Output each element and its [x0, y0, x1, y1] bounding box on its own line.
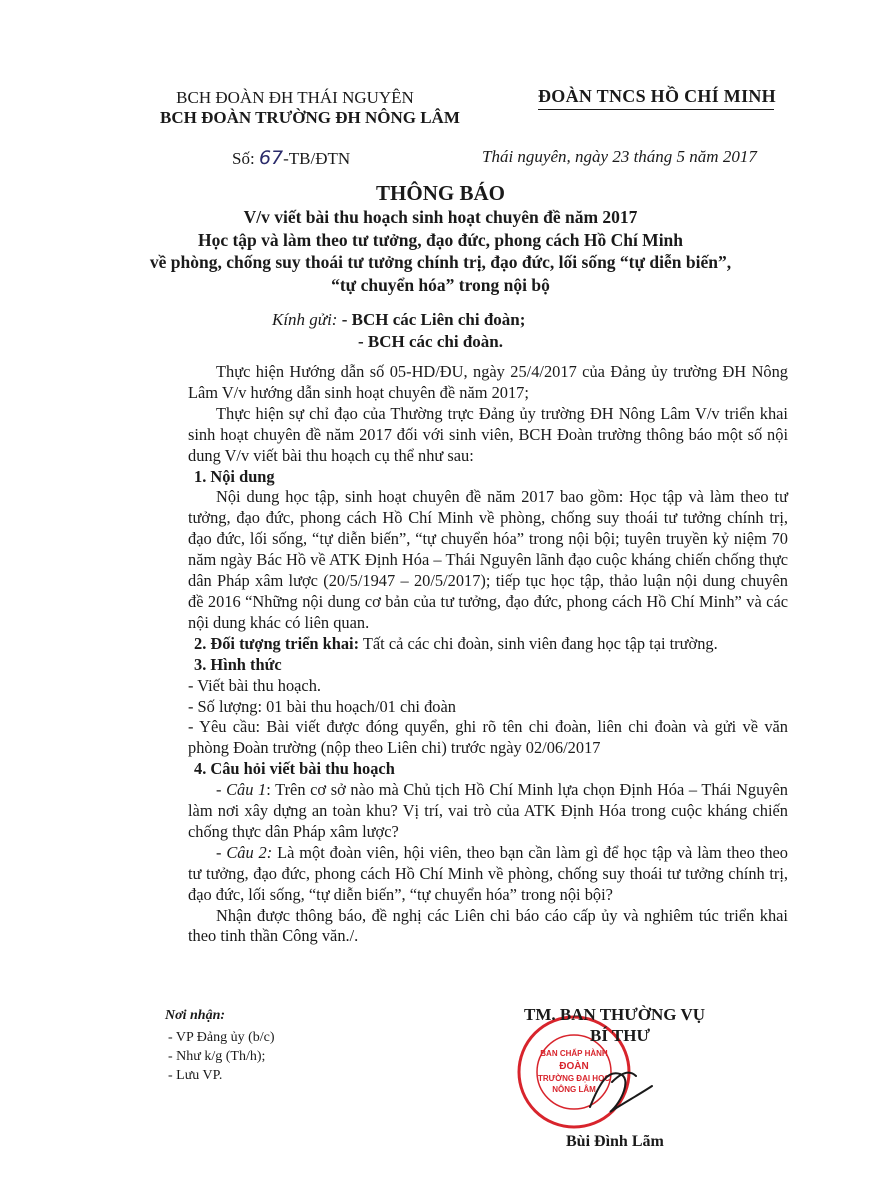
question-2-label: - Câu 2: — [216, 842, 273, 862]
bullet-2: - Số lượng: 01 bài thu hoạch/01 chi đoàn — [188, 696, 456, 716]
section-2 — [188, 634, 788, 655]
document-body — [188, 362, 788, 947]
addressee-line-1 — [272, 310, 525, 330]
section-heading-2: 2. Đối tượng triển khai: — [194, 633, 360, 653]
subtitle-line-4: “tự chuyển hóa” trong nội bộ — [331, 274, 550, 295]
recipient-item: - Lưu VP. — [168, 1068, 223, 1083]
document-date: Thái nguyên, ngày 23 tháng 5 năm 2017 — [482, 147, 757, 166]
subtitle-line-2: Học tập và làm theo tư tưởng, đạo đức, phong cách Hồ Chí Minh — [197, 229, 684, 250]
question-1-label: - Câu 1 — [216, 780, 267, 800]
signature-title: TM. BAN THƯỜNG VỤ — [524, 1005, 706, 1024]
subtitle-line-3: về phòng, chống suy thoái tư tưởng chính trị, đạo đức, lối sống “tự diễn biến”, — [149, 252, 732, 272]
document-number — [232, 147, 350, 169]
section-heading-4: 4. Câu hỏi viết bài thu hoạch — [194, 759, 395, 779]
header-underline — [538, 109, 774, 110]
signer-name: Bùi Đình Lãm — [566, 1133, 664, 1150]
seal-center-line-3: TRƯỜNG ĐẠI HỌC — [537, 1074, 611, 1083]
handwritten-number: 67 — [258, 147, 284, 169]
union-name: ĐOÀN TNCS HỒ CHÍ MINH — [538, 86, 776, 106]
question-2 — [188, 843, 788, 906]
paragraph-3: Nội dung học tập, sinh hoạt chuyên đề năm 2017 bao gồm: Học tập và làm theo tư tưởng, đạo đức, phong cách Hồ Chí Minh về phòng, chống suy thoái tư tưởng chính trị, đạo đức, lối sống, “tự diễn biến”, “tự chuyển hóa” trong nội bội; tuyên truyền kỷ niệm 70 năm ngày Bác Hồ về ATK Định Hóa – Thái Nguyên lãnh đạo cuộc kháng chiến chống thực dân Pháp xâm lược (20/5/1947 – 20/5/2017); tiếp tục học tập, thảo luận nội dung chuyên đề 2016 “Những nội dung cơ bản của tư tưởng, đạo đức, phong cách Hồ Chí Minh” và các nội dung khác có liên quan. — [188, 487, 788, 632]
bullet-3: - Yêu cầu: Bài viết được đóng quyển, ghi rõ tên chi đoàn, liên chi đoàn và gửi về văn phòng Đoàn trường (nộp theo Liên chi) trước ngày 02/06/2017 — [188, 717, 788, 758]
question-1 — [188, 780, 788, 843]
section-heading-3: 3. Hình thức — [194, 654, 282, 674]
bullet-1: - Viết bài thu hoạch. — [188, 675, 321, 695]
signature-role: BÍ THƯ — [590, 1026, 650, 1045]
question-1-text: : Trên cơ sở nào mà Chủ tịch Hồ Chí Minh lựa chọn Định Hóa – Thái Nguyên làm nơi xây dựng an toàn khu? Vị trí, vai trò của ATK Định Hóa trong cuộc kháng chiến chống thực dân Pháp xâm lược? — [188, 780, 788, 841]
section-2-text: Tất cả các chi đoàn, sinh viên đang học tập tại trường. — [359, 633, 718, 653]
recipients-label: Nơi nhận: — [165, 1008, 226, 1023]
addressee-item-2: - BCH các chi đoàn. — [358, 332, 503, 351]
recipient-item: - Như k/g (Th/h); — [168, 1049, 266, 1064]
addressee-item-1: - BCH các Liên chi đoàn; — [341, 310, 526, 329]
org-line-2: BCH ĐOÀN TRƯỜNG ĐH NÔNG LÂM — [160, 108, 460, 127]
paragraph-1: Thực hiện Hướng dẫn số 05-HD/ĐU, ngày 25/4/2017 của Đảng ủy trường ĐH Nông Lâm V/v hướng dẫn sinh hoạt chuyên đề năm 2017; — [188, 362, 788, 402]
number-prefix: Số: — [232, 149, 255, 168]
subtitle-line-1: V/v viết bài thu hoạch sinh hoạt chuyên đề năm 2017 — [243, 207, 638, 227]
closing-paragraph: Nhận được thông báo, đề nghị các Liên chi báo cáo cấp ủy và nghiêm túc triển khai theo tinh thần Công văn./. — [188, 905, 788, 946]
addressee-label: Kính gửi: — [272, 310, 338, 329]
number-suffix: -TB/ĐTN — [283, 149, 351, 168]
recipients-list — [168, 1028, 275, 1085]
paragraph-2: Thực hiện sự chỉ đạo của Thường trực Đảng ủy trường ĐH Nông Lâm V/v triển khai sinh hoạt chuyên đề năm 2017 đối với sinh viên, BCH Đoàn trường thông báo một số nội dung V/v viết bài thu hoạch cụ thể như sau: — [188, 403, 788, 465]
section-heading-1: 1. Nội dung — [194, 466, 275, 486]
org-line-1: BCH ĐOÀN ĐH THÁI NGUYÊN — [176, 88, 414, 107]
issuing-organization — [160, 88, 460, 128]
document-title: THÔNG BÁO — [376, 181, 505, 205]
recipient-item: - VP Đảng ủy (b/c) — [168, 1030, 275, 1045]
question-2-text: Là một đoàn viên, hội viên, theo bạn cần làm gì để học tập và làm theo theo tư tưởng, đạo đức, phong cách Hồ Chí Minh về phòng, chống suy thoái tư tưởng chính trị, đạo đức, lối sống, “tự diễn biến”, “tự chuyển hóa” trong nội bội? — [188, 842, 788, 904]
seal-center-line-2: ĐOÀN — [559, 1061, 589, 1072]
seal-center-line-1: BAN CHẤP HÀNH — [540, 1049, 608, 1058]
seal-center-line-4: NÔNG LÂM — [552, 1085, 596, 1094]
title-block — [0, 180, 881, 296]
